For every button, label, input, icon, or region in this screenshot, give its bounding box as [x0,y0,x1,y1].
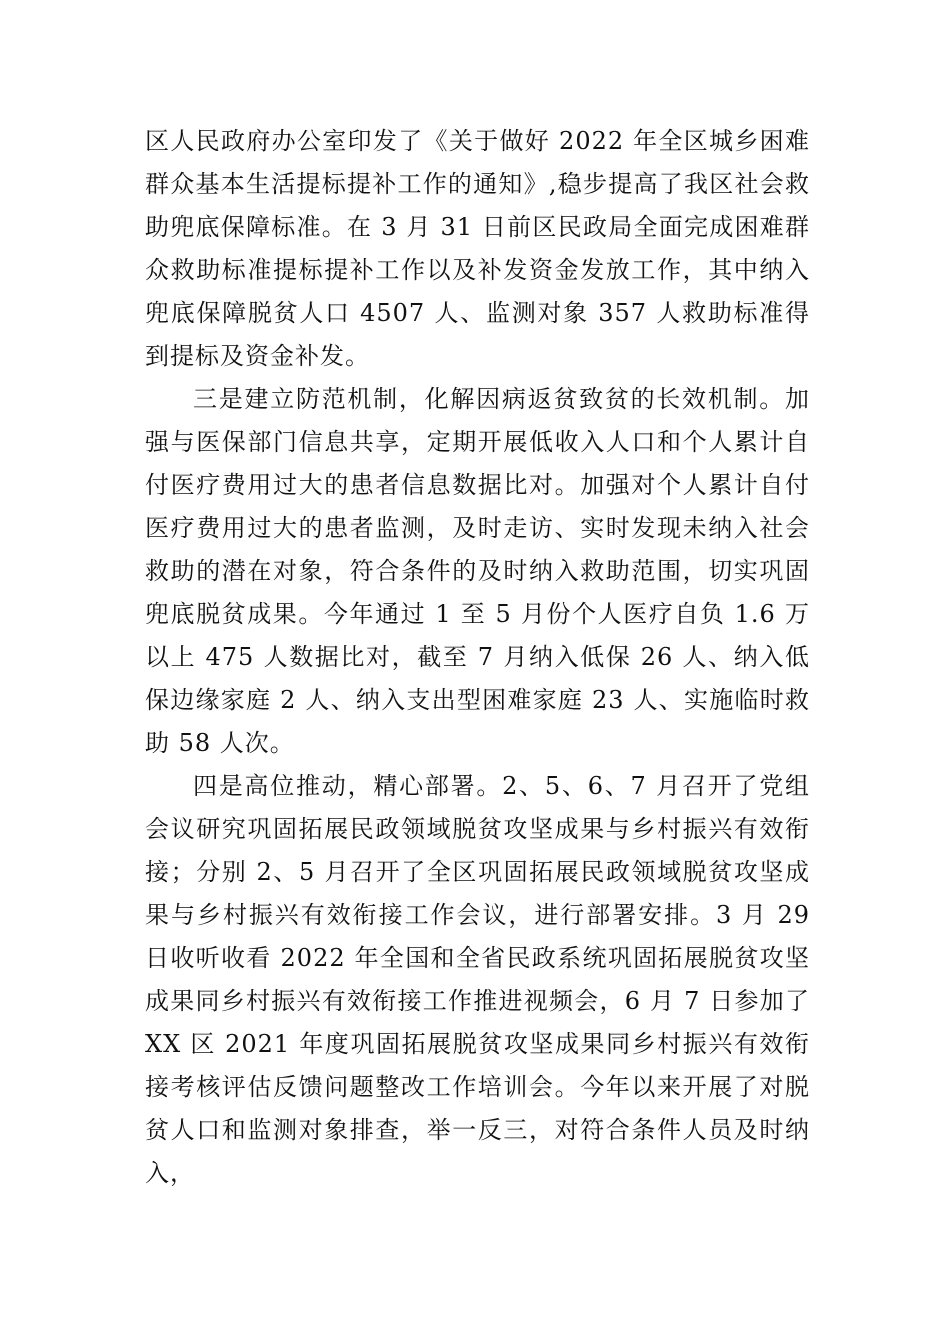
paragraph-1: 区人民政府办公室印发了《关于做好 2022 年全区城乡困难群众基本生活提标提补工作的通知》,稳步提高了我区社会救助兜底保障标准。在 3 月 31 日前区民政局全面完成困难群众救助标准提标提补工作以及补发资金发放工作，其中纳入兜底保障脱贫人口 4507 人、监测对象 357 人救助标准得到提标及资金补发。 [145,127,810,370]
paragraph-3: 四是高位推动，精心部署。2、5、6、7 月召开了党组会议研究巩固拓展民政领域脱贫攻坚成果与乡村振兴有效衔接；分别 2、5 月召开了全区巩固拓展民政领域脱贫攻坚成果与乡村振兴有效衔接工作会议，进行部署安排。3 月 29 日收听收看 2022 年全国和全省民政系统巩固拓展脱贫攻坚成果同乡村振兴有效衔接工作推进视频会，6 月 7 日参加了 XX 区 2021 年度巩固拓展脱贫攻坚成果同乡村振兴有效衔接考核评估反馈问题整改工作培训会。今年以来开展了对脱贫人口和监测对象排查，举一反三，对符合条件人员及时纳入， [145,772,810,1187]
paragraph-2: 三是建立防范机制，化解因病返贫致贫的长效机制。加强与医保部门信息共享，定期开展低收入人口和个人累计自付医疗费用过大的患者信息数据比对。加强对个人累计自付医疗费用过大的患者监测，及时走访、实时发现未纳入社会救助的潜在对象，符合条件的及时纳入救助范围，切实巩固兜底脱贫成果。今年通过 1 至 5 月份个人医疗自负 1.6 万以上 475 人数据比对，截至 7 月纳入低保 26 人、纳入低保边缘家庭 2 人、纳入支出型困难家庭 23 人、实施临时救助 58 人次。 [145,385,810,757]
document-body [145,120,810,1195]
